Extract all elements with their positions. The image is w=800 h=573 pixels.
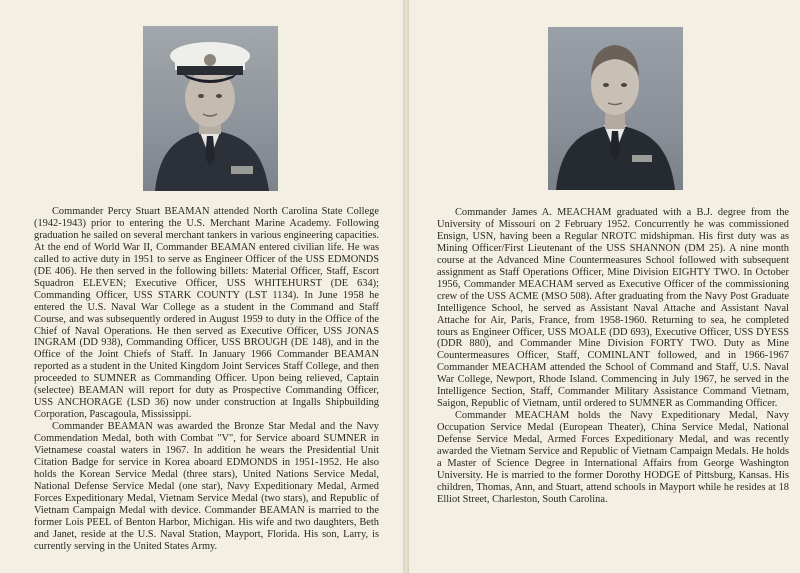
beaman-biography — [34, 206, 379, 553]
meacham-biography — [437, 207, 789, 506]
beaman-bio-paragraph: Commander BEAMAN was awarded the Bronze Star Medal and the Navy Commendation Medal, both with Combat "V", for Service aboard SUMNER in Vietnamese coastal waters in 1967. In addition he wears the Presidential Unit Citation Badge for service in Korea aboard EDMONDS in 1951-1952. He also holds the Korean Service Medal (three stars), United Nations Service Medal, National Defense Service Medal (one star), Navy Expeditionary Medal, Armed Forces Expeditionary Medal, Vietnam Service Medal (two stars), and Republic of Vietnam Campaign Medal with device. Commander BEAMAN is married to the former Lois PEEL of Benton Harbor, Michigan. His wife and two daughters, Beth and Janet, reside at the U.S. Naval Station, Mayport, Florida. His son, Larry, is currently serving in the United States Army. — [34, 421, 379, 552]
meacham-bio-paragraph: Commander James A. MEACHAM graduated with a B.J. degree from the University of Missouri on 2 February 1952. Concurrently he was commissioned Ensign, USN, having been a Regular NROTC midshipman. His first duty was as Mining Officer/First Lieutenant of the USS SHANNON (DM 25). A nine month course at the Advanced Mine Countermeasures School followed with subsequent assignment as Staff Operations Officer, Mine Division EIGHTY TWO. In October 1956, Commander MEACHAM served as Executive Officer of the commissioning crew of the USS ACME (MSO 508). After graduating from the Navy Post Graduate Intelligence School, he served as Assistant Naval Attache and Assistant Naval Attache for Air, Paris, France, from 1958-1960. Returning to sea, he completed tours as Engineer Officer, USS MOALE (DD 693), Executive Officer, USS DYESS (DDR 880), and Commander Mine Division FORTY TWO. Duty as Mine Countermeasures Officer, Staff, COMINLANT followed, and in 1966-1967 Commander MEACHAM attended the School of Command and Staff, U.S. Naval War College, Newport, Rhode Island. Commencing in July 1967, he served in the Intelligence Section, Staff, Commander Military Assistance Command Vietnam, Saigon, Republic of Vietnam, until ordered to SUMNER as Commanding Officer. — [437, 207, 789, 410]
page-fold — [403, 0, 409, 573]
beaman-bio-paragraph: Commander Percy Stuart BEAMAN attended North Carolina State College (1942-1943) prior to entering the U.S. Merchant Marine Academy. Following graduation he sailed on several merchant tankers in various engineering capacities. At the end of World War II, Commander BEAMAN entered civilian life. He was called to active duty in 1951 to serve as Engineer Officer of the USS EDMONDS (DE 406). He then served in the following billets: Material Officer, Staff, Escort Squadron ELEVEN; Executive Officer, USS WHITEHURST (DE 634); Commanding Officer, USS STARK COUNTY (LST 1134). In June 1958 he entered the U.S. Naval War College as a student in the Command and Staff Course, and was subsequently ordered in August 1959 to duty in the Office of the Chief of Naval Operations. He then served as Executive Officer, USS JONAS INGRAM (DD 938), Commanding Officer, USS BROUGH (DE 148), and in the Office of the Joint Chiefs of Staff. In January 1966 Commander BEAMAN reported as a student in the United Kingdom Joint Services Staff College, and then proceeded to SUMNER as Commanding Officer. Upon being relieved, Captain (selectee) BEAMAN will report for duty as Prospective Commanding Officer, USS ANCHORAGE (LSD 36) now under construction at Ingalls Shipbuilding Corporation, Pascagoula, Mississippi. — [34, 206, 379, 421]
portrait-photo-meacham — [548, 27, 683, 190]
meacham-bio-paragraph: Commander MEACHAM holds the Navy Expeditionary Medal, Navy Occupation Service Medal (European Theater), China Service Medal, National Defense Service Medal, Armed Forces Expeditionary Medal, and was recently awarded the Vietnam Service and Republic of Vietnam Campaign Medals. He holds a Master of Science Degree in International Affairs from George Washington University. He is married to the former Dorothy HODGE of Pittsburg, Kansas. His children, Thomas, Ann, and Stuart, attend schools in Mayport while he resides at 18 Elliot Street, Charleston, South Carolina. — [437, 410, 789, 505]
portrait-photo-beaman — [143, 26, 278, 191]
